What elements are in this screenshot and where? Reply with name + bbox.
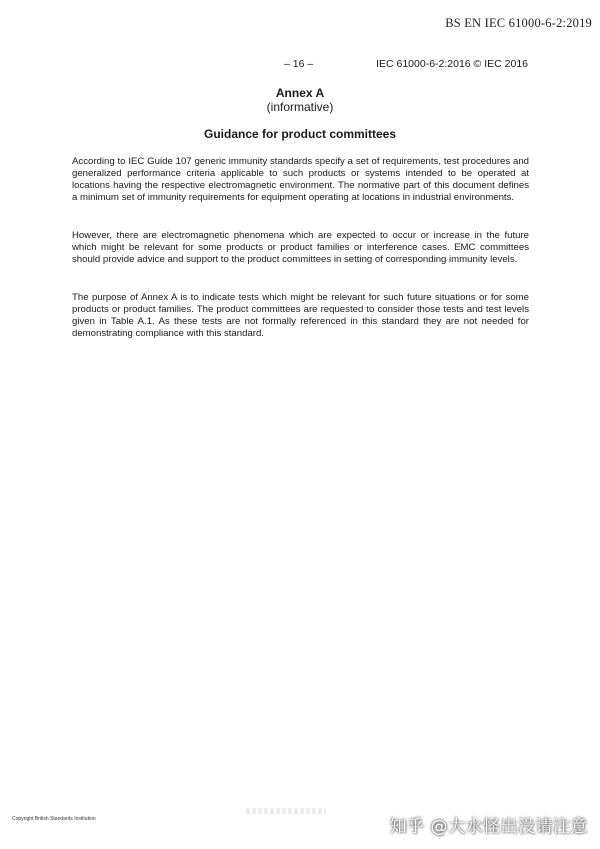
page-number: – 16 – (284, 58, 314, 70)
annex-title: Annex A (275, 86, 325, 100)
iec-standard-reference: IEC 61000-6-2:2016 © IEC 2016 (376, 58, 528, 70)
paragraph-guide-107: According to IEC Guide 107 generic immunity standards specify a set of requirements, test procedures and generalized performance criteria applicable to such products or systems intended to be operated at locations having the respective electromagnetic environment. The normative part of this document defines a minimum set of immunity requirements for equipment operating at locations in industrial environments. (72, 156, 529, 203)
faint-footer-text (246, 808, 326, 814)
paragraph-annex-purpose: The purpose of Annex A is to indicate tests which might be relevant for such future situations or for some products or product families. The product committees are requested to consider those tests and test levels given in Table A.1. As these tests are not formally referenced in this standard they are not needed for demonstrating compliance with this standard. (72, 292, 529, 339)
copyright-notice: Copyright British Standards Institution (12, 816, 96, 822)
bs-standard-reference: BS EN IEC 61000-6-2:2019 (445, 16, 592, 30)
paragraph-electromagnetic-phenomena: However, there are electromagnetic phenomena which are expected to occur or increase in the future which might be relevant for some products or product families or interference cases. EMC committees should provide advice and support to the product committees in setting of corresponding immunity levels. (72, 230, 529, 265)
annex-subtitle: (informative) (266, 100, 334, 114)
section-heading: Guidance for product committees (203, 127, 397, 141)
zhihu-watermark: 知乎 @大水怪出没请注意 (389, 817, 588, 837)
